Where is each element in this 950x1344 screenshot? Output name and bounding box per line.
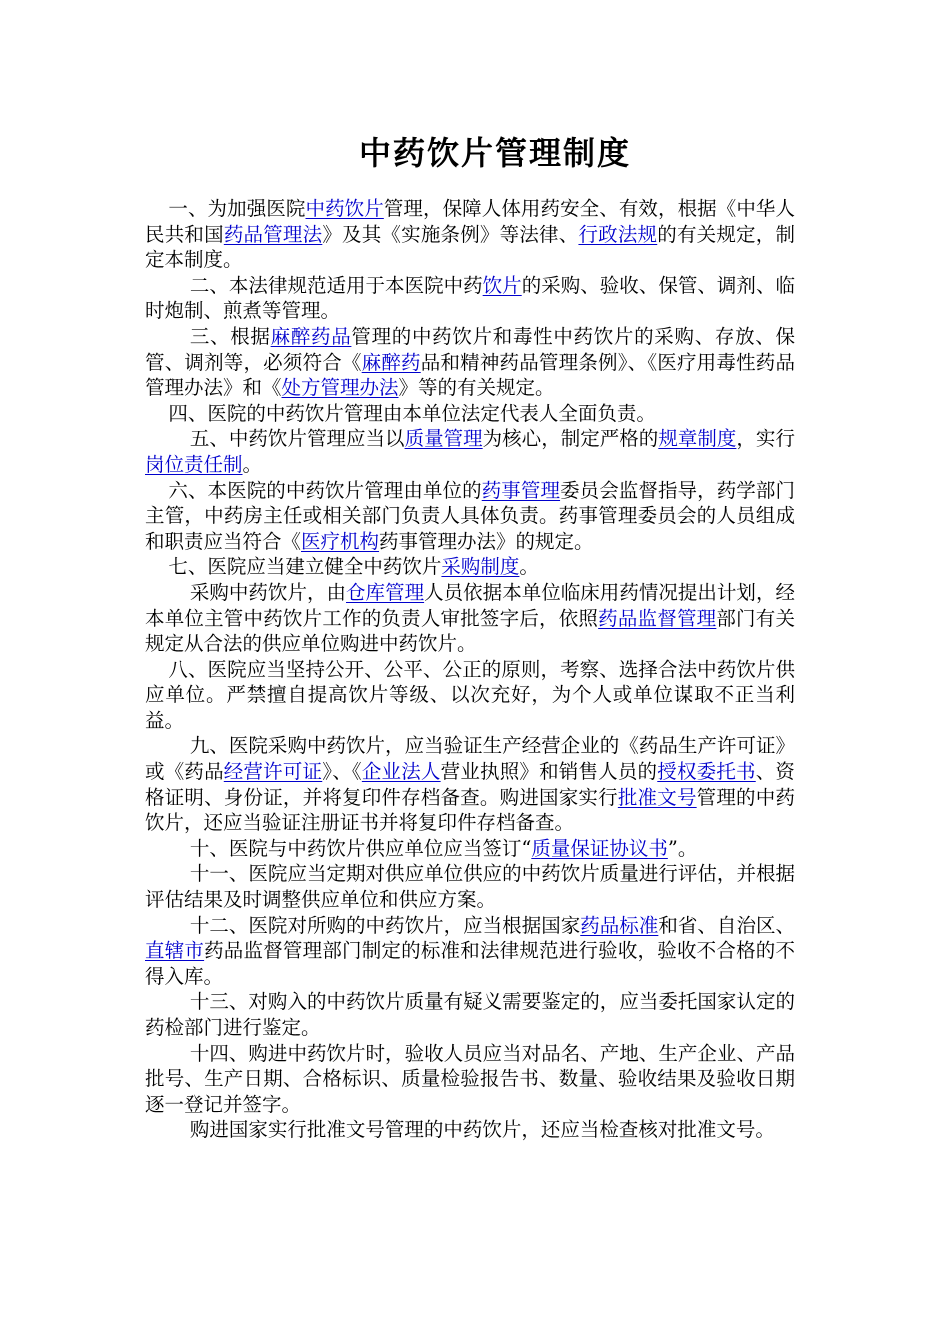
paragraph-text: 十、医院与中药饮片供应单位应当签订“ [189, 836, 532, 860]
paragraph-text: 》、《 [322, 760, 362, 784]
paragraph [145, 733, 795, 835]
paragraph [145, 324, 795, 401]
paragraph-text: 为核心，制定严格的 [482, 427, 659, 451]
paragraph-text: 品和精神药品管理条例》、《医疗用毒性药品管理办法》和《 [145, 350, 795, 400]
paragraph [145, 836, 795, 862]
paragraph [145, 657, 795, 734]
hyperlink[interactable]: 批准文号 [617, 785, 697, 809]
hyperlink[interactable]: 直辖市 [145, 939, 205, 963]
paragraph-text: 的有关规定，制定本制度。 [145, 222, 795, 272]
paragraph [145, 861, 795, 912]
document-body [145, 196, 795, 1143]
hyperlink[interactable]: 麻醉药 [361, 350, 421, 374]
hyperlink[interactable]: 岗位责任制 [145, 452, 243, 476]
paragraph-text: 一、为加强医院 [168, 197, 306, 220]
paragraph-text: 二、本法律规范适用于本医院中药 [189, 273, 483, 297]
paragraph [145, 989, 795, 1040]
hyperlink[interactable]: 采购制度 [441, 555, 520, 579]
paragraph-text: 管理的中药饮片和毒性中药饮片的采购、存放、保管、调剂等，必须符合《 [145, 324, 795, 374]
hyperlink[interactable]: 质量保证协议书 [531, 836, 668, 860]
paragraph-text: 人员依据本单位临床用药情况提出计划，经本单位主管中药饮片工作的负责人审批签字后，依照 [145, 580, 795, 630]
paragraph-text: 管理，保障人体用药安全、有效，根据《中华人民共和国 [145, 197, 795, 246]
paragraph-text: 购进国家实行批准文号管理的中药饮片，还应当检查核对批准文号。 [189, 1118, 775, 1142]
paragraph-text: 九、医院采购中药饮片，应当验证生产经营企业的《药品生产许可证》或《药品 [145, 734, 795, 784]
paragraph-text: 委员会监督指导，药学部门主管，中药房主任或相关部门负责人具体负责。药事管理委员会的人员组成和职责应当符合《 [145, 478, 795, 553]
paragraph-text: 十二、医院对所购的中药饮片，应当根据国家 [189, 913, 581, 937]
paragraph-text: 和省、自治区、 [658, 913, 795, 937]
paragraph [145, 554, 795, 580]
hyperlink[interactable]: 仓库管理 [346, 580, 425, 604]
paragraph-text: 六、本医院的中药饮片管理由单位的 [168, 478, 482, 502]
hyperlink[interactable]: 处方管理办法 [281, 376, 399, 400]
hyperlink[interactable]: 饮片 [482, 273, 522, 297]
paragraph-text: 十三、对购入的中药饮片质量有疑义需要鉴定的，应当委托国家认定的药检部门进行鉴定。 [145, 990, 795, 1039]
hyperlink[interactable]: 规章制度 [658, 427, 737, 451]
paragraph [145, 196, 795, 273]
paragraph-text: 管理的中药饮片，还应当验证注册证书并将复印件存档备查。 [145, 785, 795, 835]
paragraph-text: ，实行 [736, 427, 795, 451]
hyperlink[interactable]: 授权委托书 [657, 760, 756, 784]
paragraph-text: 》及其《实施条例》等法律、 [322, 222, 579, 246]
paragraph-text: 。 [242, 452, 263, 476]
paragraph [145, 478, 795, 555]
paragraph [145, 426, 795, 477]
hyperlink[interactable]: 中药饮片 [305, 197, 384, 220]
paragraph [145, 273, 795, 324]
hyperlink[interactable]: 企业法人 [361, 760, 441, 784]
paragraph-text: ”。 [667, 836, 698, 860]
paragraph-text: 三、根据 [189, 324, 271, 348]
paragraph-text: 五、中药饮片管理应当以 [189, 427, 405, 451]
hyperlink[interactable]: 药品管理法 [223, 222, 323, 246]
paragraph-text: 药事管理办法》的规定。 [379, 529, 594, 553]
paragraph-text: 七、医院应当建立健全中药饮片 [168, 555, 442, 579]
paragraph-text: 》等的有关规定。 [398, 376, 555, 400]
paragraph [145, 1117, 795, 1143]
hyperlink[interactable]: 药品监督管理 [598, 606, 717, 630]
paragraph [145, 401, 795, 427]
paragraph [145, 580, 795, 657]
paragraph [145, 1041, 795, 1118]
hyperlink[interactable]: 药品标准 [580, 913, 659, 937]
hyperlink[interactable]: 医疗机构 [301, 529, 380, 553]
hyperlink[interactable]: 药事管理 [481, 478, 561, 502]
paragraph-text: 营业执照》和销售人员的 [440, 760, 658, 784]
paragraph-text: 采购中药饮片，由 [189, 580, 347, 604]
paragraph-text: 部门有关规定从合法的供应单位购进中药饮片。 [145, 606, 795, 656]
paragraph [145, 913, 795, 990]
paragraph-text: 八、医院应当坚持公开、公平、公正的原则，考察、选择合法中药饮片供应单位。严禁擅自提高饮片等级、以次充好，为个人或单位谋取不正当利益。 [145, 657, 795, 732]
paragraph-text: 、资格证明、身份证，并将复印件存档备查。购进国家实行 [145, 760, 795, 809]
paragraph-text: 十一、医院应当定期对供应单位供应的中药饮片质量进行评估，并根据评估结果及时调整供应单位和供应方案。 [145, 862, 795, 912]
paragraph-text: 四、医院的中药饮片管理由本单位法定代表人全面负责。 [168, 401, 656, 425]
hyperlink[interactable]: 行政法规 [578, 222, 658, 246]
hyperlink[interactable]: 麻醉药品 [270, 324, 352, 348]
paragraph-text: 。 [519, 555, 539, 579]
hyperlink[interactable]: 经营许可证 [223, 760, 323, 784]
paragraph-text: 的采购、验收、保管、调剂、临时炮制、煎煮等管理。 [145, 273, 795, 323]
paragraph-text: 药品监督管理部门制定的标准和法律规范进行验收，验收不合格的不得入库。 [145, 939, 795, 988]
document-title: 中药饮片管理制度 [358, 134, 631, 172]
paragraph-text: 十四、购进中药饮片时，验收人员应当对品名、产地、生产企业、产品批号、生产日期、合格标识、质量检验报告书、数量、验收结果及验收日期逐一登记并签字。 [145, 1041, 795, 1116]
hyperlink[interactable]: 质量管理 [404, 427, 483, 451]
